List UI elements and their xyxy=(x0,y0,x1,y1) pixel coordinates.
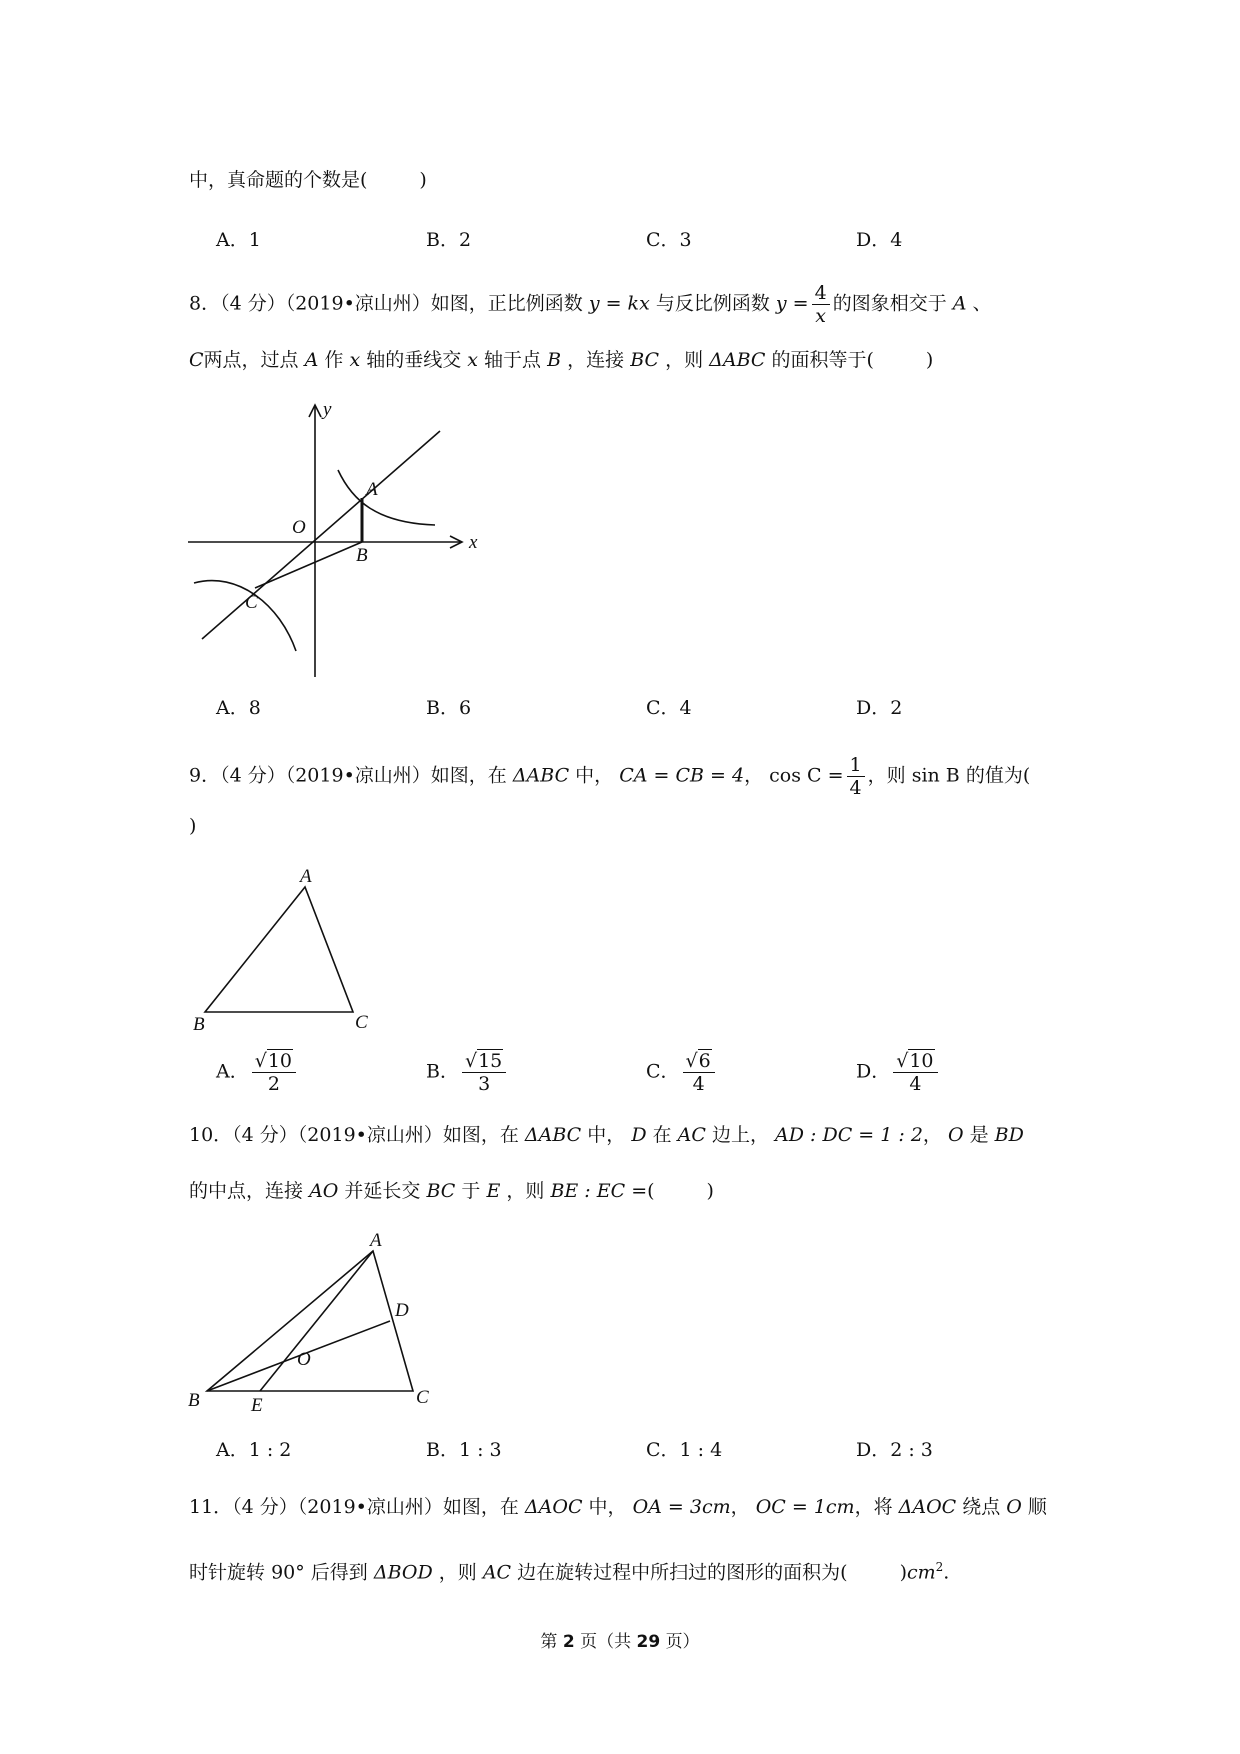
q7-option-d[interactable]: D．4 xyxy=(856,229,903,251)
q8-figure xyxy=(180,395,500,685)
q9-figure xyxy=(185,862,375,1032)
q8-option-a[interactable]: A．8 xyxy=(216,697,261,719)
q10-figure xyxy=(180,1228,440,1418)
q7-stem-tail: 中，真命题的个数是( ) xyxy=(189,169,427,191)
q8-option-d[interactable]: D．2 xyxy=(856,697,903,719)
page-footer: 第 2 页（共 29 页） xyxy=(540,1632,700,1652)
q9-stem-line2: ) xyxy=(189,815,197,837)
label-b: B xyxy=(188,1390,200,1411)
label-c: C xyxy=(245,592,258,613)
q9-option-a[interactable]: A． $\frac{√10}{2}$ xyxy=(216,1050,299,1095)
label-a: A xyxy=(366,479,378,500)
label-b: B xyxy=(356,545,368,566)
label-x: x xyxy=(469,532,478,553)
label-o: O xyxy=(292,517,306,538)
q9-option-d[interactable]: D． $\frac{√10}{4}$ xyxy=(856,1050,941,1095)
label-d: D xyxy=(395,1300,409,1321)
q8-stem-line1: 8．（4 分）（2019•凉山州）如图，正比例函数 y = kx 与反比例函数 y = $\frac{4}{x}$ 的图象相交于 A 、 xyxy=(189,282,992,327)
q7-option-b[interactable]: B．2 xyxy=(426,229,472,251)
q7-option-a[interactable]: A．1 xyxy=(216,229,261,251)
q8-option-b[interactable]: B．6 xyxy=(426,697,472,719)
q8-option-c[interactable]: C．4 xyxy=(646,697,692,719)
q7-option-c[interactable]: C．3 xyxy=(646,229,692,251)
label-y: y xyxy=(323,399,332,420)
triangle-abc xyxy=(205,887,353,1012)
proportional-line xyxy=(202,431,440,639)
page-number: 2 xyxy=(562,1632,575,1652)
q10-option-a[interactable]: A．1 : 2 xyxy=(216,1439,292,1461)
q10-stem-line2: 的中点，连接 AO 并延长交 BC 于 E ，则 BE : EC =( ) xyxy=(189,1180,714,1202)
q9-stem-line1: 9．（4 分）（2019•凉山州）如图，在 ΔABC 中， CA = CB = 4， cos C = $\frac{1}{4}$ ，则 sin B 的值为( xyxy=(189,754,1031,799)
q8-fraction: $\frac{4}{x}$ xyxy=(812,282,830,327)
label-b: B xyxy=(193,1014,205,1032)
q10-option-b[interactable]: B．1 : 3 xyxy=(426,1439,502,1461)
segment-bc xyxy=(255,542,362,588)
triangle-abc xyxy=(207,1251,413,1391)
q11-stem-line1: 11．（4 分）（2019•凉山州）如图，在 ΔAOC 中， OA = 3cm， OC = 1cm，将 ΔAOC 绕点 O 顺 xyxy=(189,1496,1047,1518)
label-c: C xyxy=(355,1012,368,1032)
label-e: E xyxy=(251,1395,263,1416)
q10-option-c[interactable]: C．1 : 4 xyxy=(646,1439,723,1461)
q8-stem-line2: C两点，过点 A 作 x 轴的垂线交 x 轴于点 B ，连接 BC ，则 ΔABC 的面积等于( ) xyxy=(189,349,934,371)
label-o: O xyxy=(297,1349,311,1370)
q10-stem-line1: 10．（4 分）（2019•凉山州）如图，在 ΔABC 中， D 在 AC 边上， AD : DC = 1 : 2， O 是 BD xyxy=(189,1124,1024,1146)
label-a: A xyxy=(300,866,312,887)
label-c: C xyxy=(416,1387,429,1408)
q11-stem-line2: 时针旋转 90° 后得到 ΔBOD ，则 AC 边在旋转过程中所扫过的图形的面积为( )$cm^2$. xyxy=(189,1560,950,1584)
segment-ae xyxy=(260,1251,373,1391)
q9-fraction: $\frac{1}{4}$ xyxy=(847,754,865,799)
q9-option-b[interactable]: B． $\frac{√15}{3}$ xyxy=(426,1050,509,1095)
q10-option-d[interactable]: D．2 : 3 xyxy=(856,1439,933,1461)
q9-option-c[interactable]: C． $\frac{√6}{4}$ xyxy=(646,1050,718,1095)
page-total: 29 xyxy=(636,1632,661,1652)
label-a: A xyxy=(370,1230,382,1251)
